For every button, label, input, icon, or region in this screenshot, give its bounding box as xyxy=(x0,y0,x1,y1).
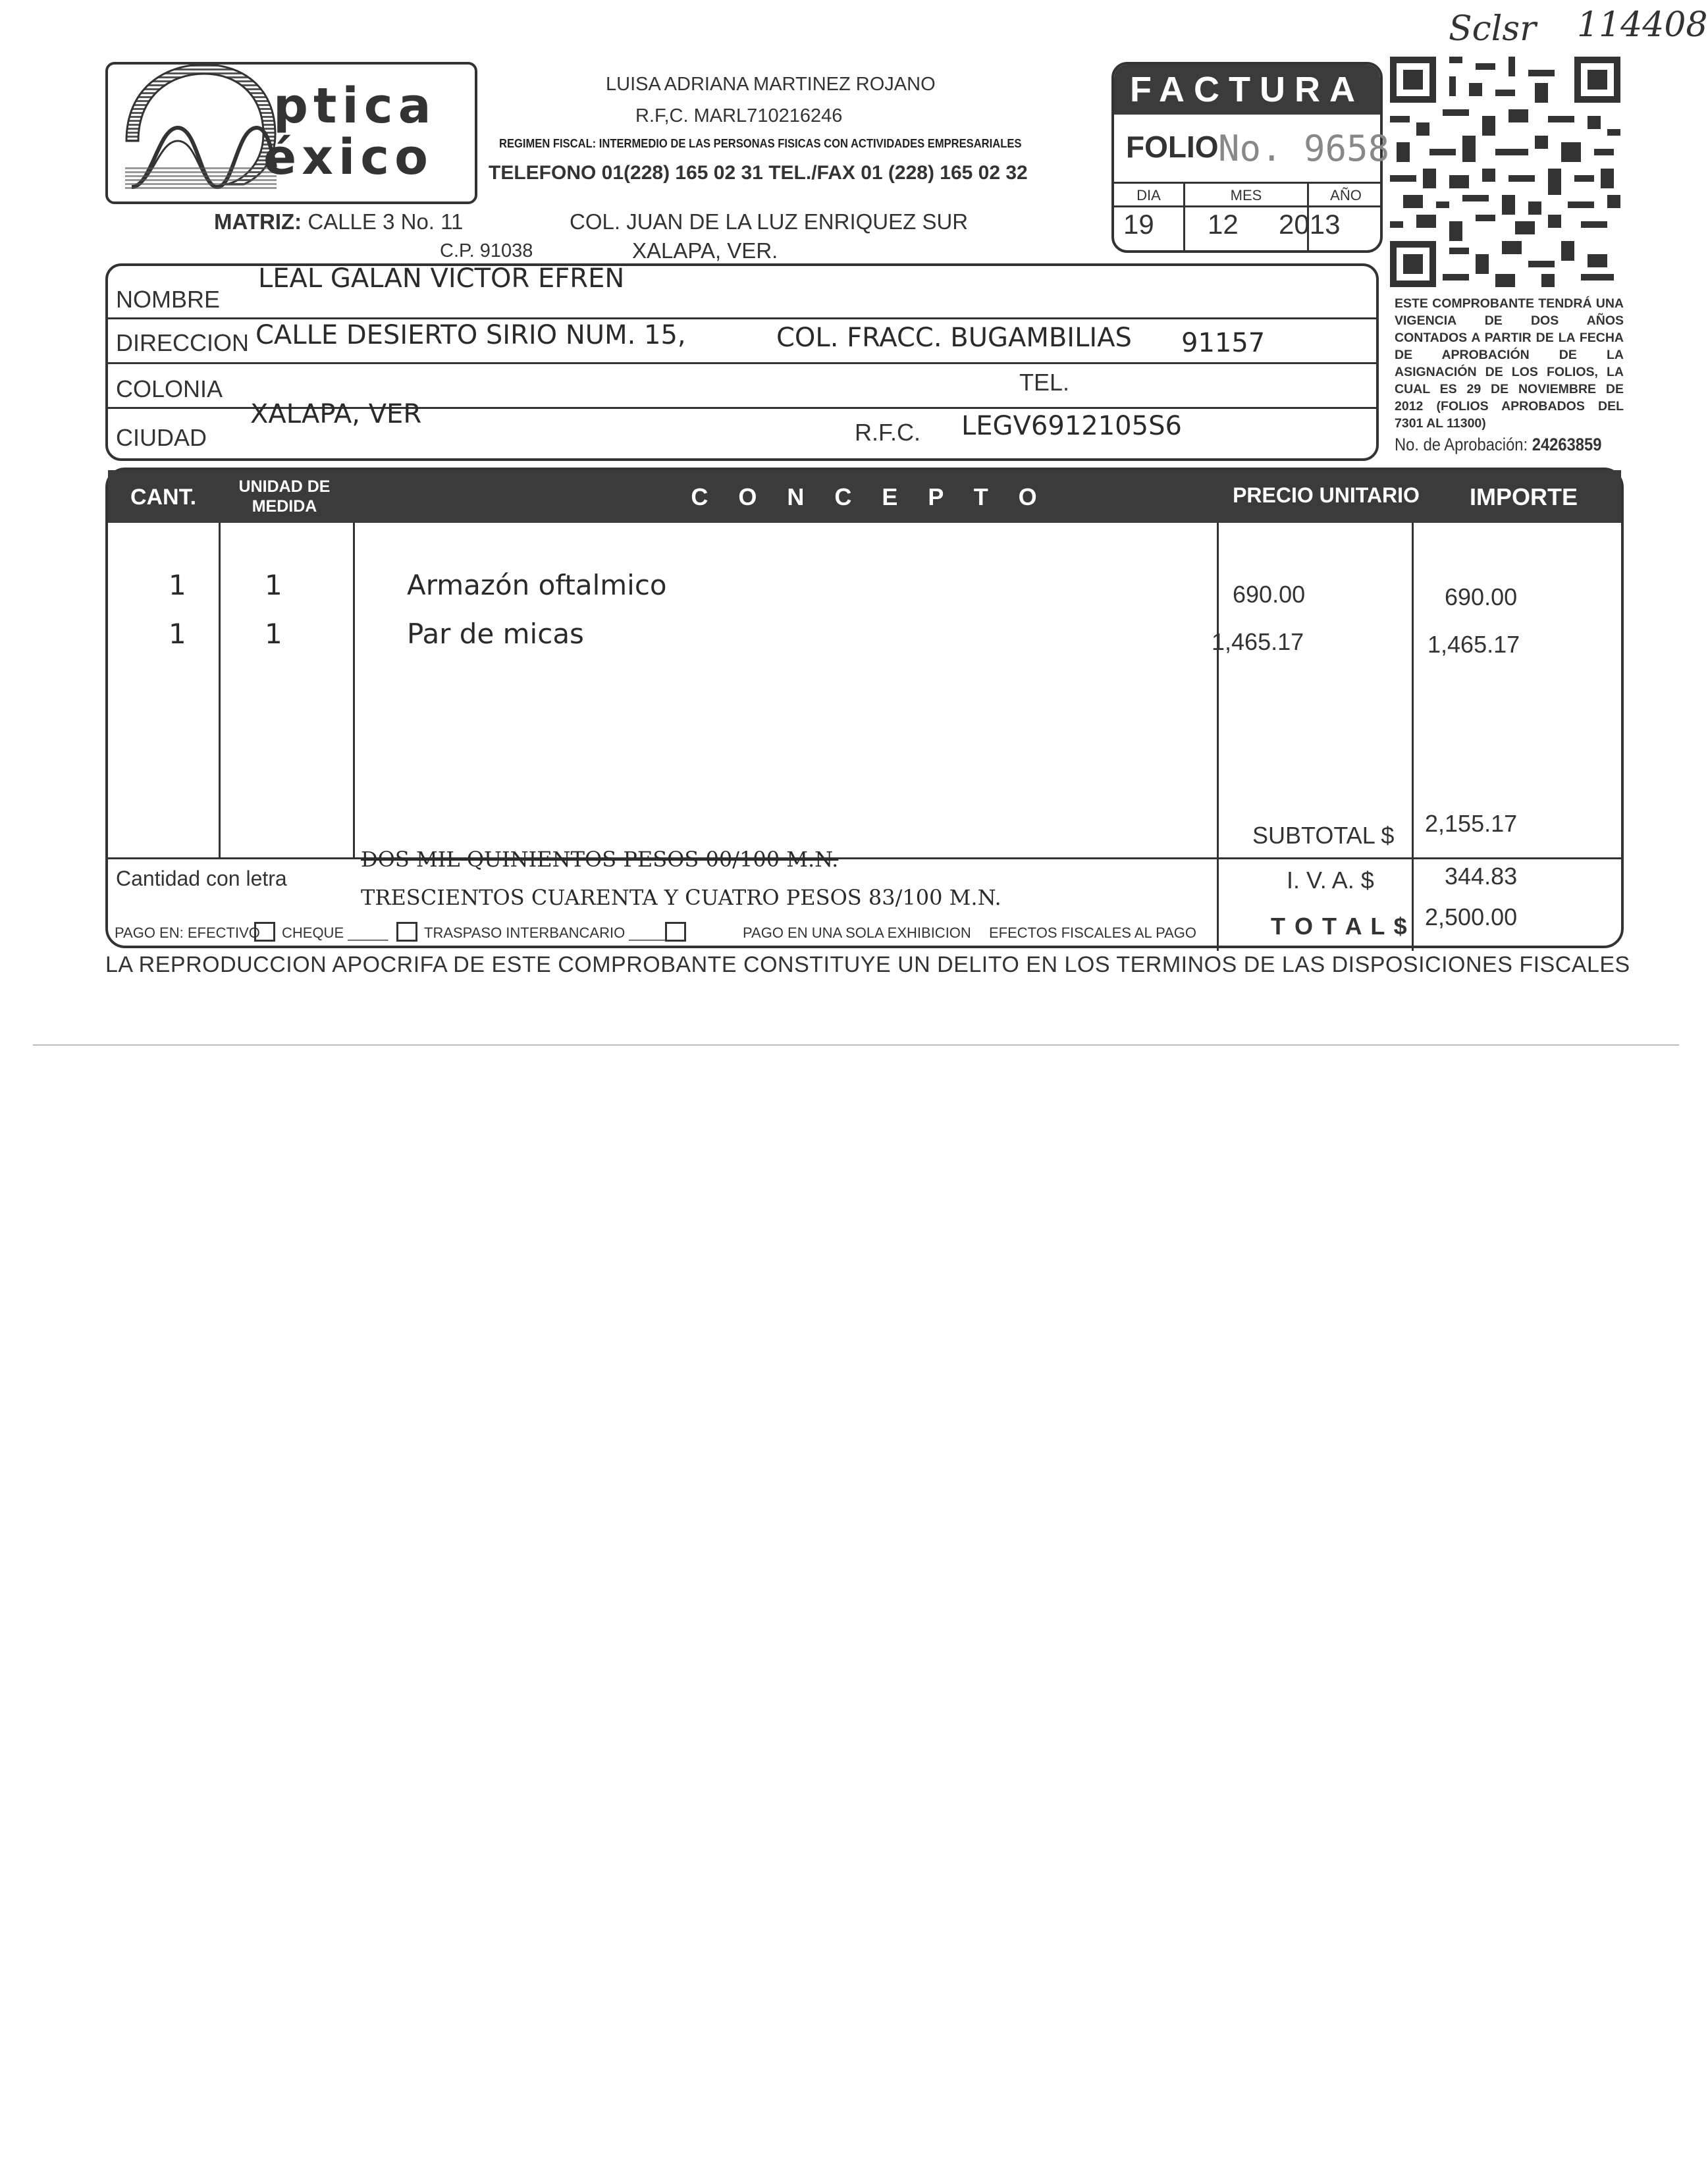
page-divider xyxy=(33,1044,1679,1046)
aprobacion-value: 24263859 xyxy=(1532,435,1602,454)
cantidad-letra-tachada: DOS MIL QUINIENTOS PESOS 00/100 M.N. xyxy=(361,847,839,872)
date-table xyxy=(1114,182,1380,253)
direccion-value: CALLE DESIERTO SIRIO NUM. 15, xyxy=(255,320,686,350)
issuer-regimen: REGIMEN FISCAL: INTERMEDIO DE LAS PERSONAS FISICAS CON ACTIVIDADES EMPRESARIALES xyxy=(499,137,1022,150)
folio-number: No. 9658 xyxy=(1218,128,1390,169)
row-unidad: 1 xyxy=(265,618,282,650)
footer-legend: LA REPRODUCCION APOCRIFA DE ESTE COMPROBANTE CONSTITUYE UN DELITO EN LOS TERMINOS DE LAS DISPOSICIONES FISCALES xyxy=(105,952,1630,977)
header-precio: PRECIO UNITARIO xyxy=(1233,483,1420,507)
row-precio: 1,465.17 xyxy=(1212,628,1304,655)
direccion-label: DIRECCION xyxy=(116,329,250,356)
optica-mexico-logo-icon xyxy=(125,68,277,192)
header-importe: IMPORTE xyxy=(1469,483,1578,510)
row-divider xyxy=(108,857,1621,859)
qr-code-icon xyxy=(1389,57,1621,287)
vigencia-notice: ESTE COMPROBANTE TENDRÁ UNA VIGENCIA DE DOS AÑOS CONTADOS A PARTIR DE LA FECHA DE APROBACIÓN DE LA ASIGNACIÓN DE LOS FOLIOS, LA CUAL ES 29 DE NOVIEMBRE DE 2012 (FOLIOS APROBADOS DEL 7301 AL 11300) xyxy=(1395,296,1624,431)
row-cant: 1 xyxy=(169,569,186,601)
aprobacion xyxy=(1395,435,1601,455)
row-concepto: Armazón oftalmico xyxy=(407,569,667,601)
logo-word-bottom: éxico xyxy=(263,129,433,186)
issuer-matriz xyxy=(214,209,463,234)
col-divider xyxy=(219,523,221,859)
nombre-value: LEAL GALAN VICTOR EFREN xyxy=(258,263,625,294)
exhibicion-label: PAGO EN UNA SOLA EXHIBICION xyxy=(743,925,971,941)
issuer-name: LUISA ADRIANA MARTINEZ ROJANO xyxy=(606,74,936,95)
total-value: 2,500.00 xyxy=(1425,903,1518,930)
matriz-label: MATRIZ: xyxy=(214,209,302,234)
handwritten-number: 114408 xyxy=(1577,5,1708,45)
efectos-label: EFECTOS FISCALES AL PAGO xyxy=(989,925,1197,941)
rfc-value: LEGV6912105S6 xyxy=(961,411,1182,441)
traspaso-label: TRASPASO INTERBANCARIO _____ xyxy=(424,925,670,941)
client-box xyxy=(105,263,1379,461)
factura-title: FACTURA xyxy=(1114,65,1380,115)
header-cant: CANT. xyxy=(130,485,197,510)
folio-label: FOLIO xyxy=(1126,130,1219,164)
cantidad-letra-label: Cantidad con letra xyxy=(116,867,287,890)
row-cant: 1 xyxy=(169,618,186,650)
total-label: T O T A L $ xyxy=(1271,913,1408,940)
iva-label: I. V. A. $ xyxy=(1287,867,1374,894)
factura-box xyxy=(1111,62,1390,253)
subtotal-label: SUBTOTAL $ xyxy=(1252,822,1395,849)
mes-label: MES xyxy=(1185,184,1307,207)
direccion-colonia-value: COL. FRACC. BUGAMBILIAS xyxy=(776,323,1132,353)
dia-label: DIA xyxy=(1114,184,1183,207)
colonia-label: COLONIA xyxy=(116,375,223,402)
issuer-colonia: COL. JUAN DE LA LUZ ENRIQUEZ SUR xyxy=(570,209,969,234)
date-col-dia xyxy=(1114,184,1185,253)
client-divider xyxy=(108,362,1376,364)
subtotal-value: 2,155.17 xyxy=(1425,810,1518,837)
client-divider xyxy=(108,317,1376,319)
traspaso-checkbox[interactable] xyxy=(665,922,686,942)
cheque-checkbox[interactable] xyxy=(396,922,417,942)
efectivo-checkbox[interactable] xyxy=(254,922,275,942)
cp-value: 91157 xyxy=(1181,328,1266,358)
row-importe: 690.00 xyxy=(1445,583,1518,610)
issuer-ciudad: XALAPA, VER. xyxy=(632,238,778,263)
ciudad-value: XALAPA, VER xyxy=(250,399,422,429)
date-col-anio xyxy=(1279,184,1383,253)
row-importe: 1,465.17 xyxy=(1428,631,1520,658)
col-divider xyxy=(353,523,355,859)
pago-en-label: PAGO EN: EFECTIVO xyxy=(115,925,260,941)
logo-word-top: ptica xyxy=(273,78,437,134)
aprobacion-label: No. de Aprobación: xyxy=(1395,435,1528,454)
col-divider xyxy=(1217,523,1219,951)
tel-label: TEL. xyxy=(1019,369,1070,396)
mes-value: 12 xyxy=(1208,209,1239,240)
anio-label: AÑO xyxy=(1309,184,1383,207)
header-concepto: C O N C E P T O xyxy=(691,483,1040,510)
col-divider xyxy=(1412,523,1414,951)
issuer-cp: C.P. 91038 xyxy=(440,240,533,261)
cantidad-letra: TRESCIENTOS CUARENTA Y CUATRO PESOS 83/100 M.N. xyxy=(361,885,1001,910)
items-table xyxy=(105,468,1624,948)
dia-value: 19 xyxy=(1123,209,1154,240)
row-concepto: Par de micas xyxy=(407,618,584,650)
row-unidad: 1 xyxy=(265,569,282,601)
iva-value: 344.83 xyxy=(1445,863,1518,890)
table-header xyxy=(108,470,1621,523)
row-precio: 690.00 xyxy=(1233,581,1306,608)
nombre-label: NOMBRE xyxy=(116,286,221,313)
anio-value: 2013 xyxy=(1279,209,1341,240)
handwritten-note: Sclsr xyxy=(1449,9,1536,49)
issuer-telefono: TELEFONO 01(228) 165 02 31 TEL./FAX 01 (228) 165 02 32 xyxy=(489,162,1028,184)
issuer-rfc: R.F,C. MARL710216246 xyxy=(635,105,843,126)
ciudad-label: CIUDAD xyxy=(116,424,207,451)
rfc-label: R.F.C. xyxy=(855,419,921,446)
matriz-value: CALLE 3 No. 11 xyxy=(307,209,464,234)
header-unidad: UNIDAD DE MEDIDA xyxy=(238,477,331,516)
cheque-label: CHEQUE _____ xyxy=(282,925,388,941)
